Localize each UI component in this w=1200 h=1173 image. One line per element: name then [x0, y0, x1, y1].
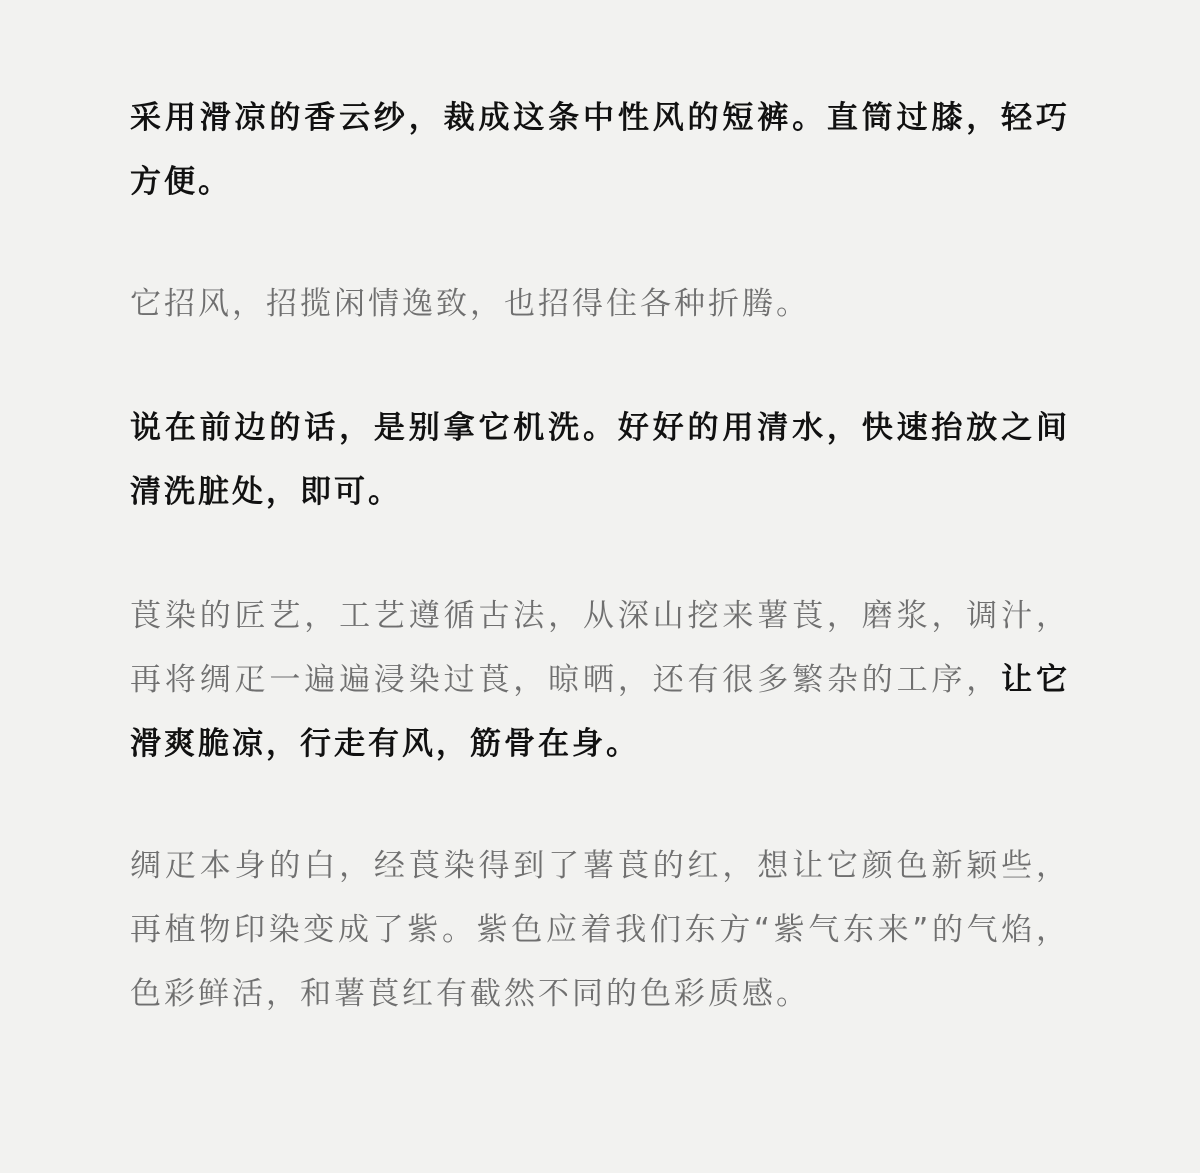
dyeing-craft-text: 莨染的匠艺，工艺遵循古法，从深山挖来薯莨，磨浆，调汁，再将绸疋一遍遍浸染过莨，晾晒，还有很多繁杂的工序，	[130, 598, 1070, 698]
dyeing-craft-highlight: 让它滑爽脆凉，行走有风，筋骨在身。	[130, 662, 1071, 762]
paragraph-color: 绸疋本身的白，经莨染得到了薯莨的红，想让它颜色新颖些，再植物印染变成了紫。紫色应着我们东方“紫气东来”的气焰，色彩鲜活，和薯莨红有截然不同的色彩质感。	[130, 848, 1070, 1012]
paragraph-dyeing-craft	[130, 584, 1070, 776]
paragraph-washing-note: 说在前边的话，是别拿它机洗。好好的用清水，快速抬放之间清洗脏处，即可。	[130, 410, 1070, 510]
paragraph-fabric-intro: 采用滑凉的香云纱，裁成这条中性风的短裤。直筒过膝，轻巧方便。	[130, 100, 1070, 200]
paragraph-wind: 它招风，招揽闲情逸致，也招得住各种折腾。	[130, 286, 810, 322]
